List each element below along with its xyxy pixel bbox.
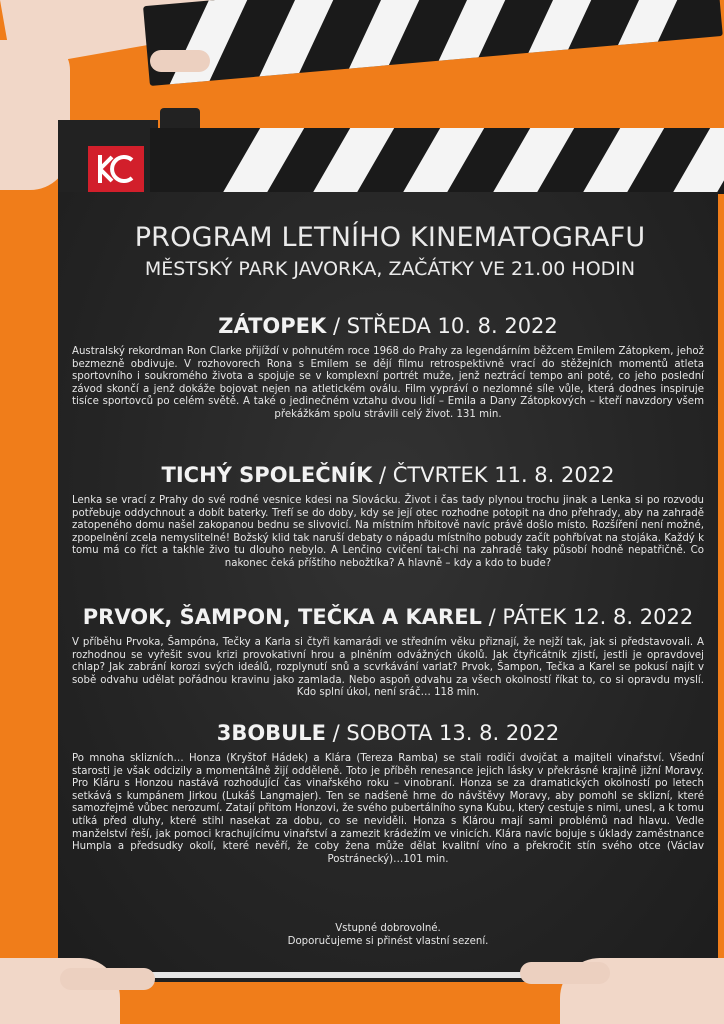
film-heading bbox=[72, 461, 704, 489]
clapper-bottom-stick bbox=[150, 128, 724, 194]
film-date: / STŘEDA 10. 8. 2022 bbox=[326, 314, 558, 338]
kc-logo bbox=[88, 146, 144, 192]
kc-logo-icon bbox=[94, 151, 138, 187]
film-description: Australský rekordman Ron Clarke přijíždí v pohnutém roce 1968 do Prahy za legendárním běžcem Emilem Zátopkem, jehož bezmezně obdivuje. V rozhovorech Rona s Emilem se dějí filmu retrospektivně vrací do stěžejních momentů atleta sportovního i soukromého života a spojuje se v komplexní portrét muže, jenž neztrácí tempo ani poté, co jeho poslední závod skončí a jenž dokáže bojovat nejen na atletickém oválu. Film vypráví o nezlomné síle vůle, která dodnes inspiruje tisíce sportovců po celém světě. A také o jedinečném vztahu dvou lidí – Emila a Dany Zátopkových – kteří navzdory všem překážkám spolu strávili celý život. 131 min. bbox=[72, 346, 704, 420]
finger-top-left bbox=[150, 50, 210, 72]
film-section bbox=[72, 603, 704, 700]
film-description: Lenka se vrací z Prahy do své rodné vesnice kdesi na Slovácku. Život i čas tady plynou trochu jinak a Lenka si po rozvodu potřebuje oddychnout a dobít baterky. Trefí se do doby, kdy se její otec rozhodne potopit na dno přehrady, aby na zahradě zatopeného domu našel zakopanou bednu se slivovicí. Na místním hřbitově navíc právě došlo místo. Rozšíření není možné, zpopelnění zcela nemyslitelné! Božský klid tak naruší debaty o nápadu místního pobudy začít pohřbívat na stojáka. Každý k tomu má co říct a takhle živo tu dlouho nebylo. A Lenčino cvičení tai-chi na zahradě taky působí hodně nepatřičně. Co nakonec čeká příštího nebožtíka? A hlavně – kdy a kdo to bude? bbox=[72, 495, 704, 569]
finger-bottom-right bbox=[520, 962, 610, 984]
film-title: 3BOBULE bbox=[216, 721, 326, 745]
film-date: / ČTVRTEK 11. 8. 2022 bbox=[372, 463, 615, 487]
film-title: TICHÝ SPOLEČNÍK bbox=[161, 463, 373, 487]
film-title: ZÁTOPEK bbox=[218, 314, 327, 338]
page-subtitle: MĚSTSKÝ PARK JAVORKA, ZAČÁTKY VE 21.00 HODIN bbox=[144, 258, 636, 280]
film-date: / PÁTEK 12. 8. 2022 bbox=[481, 605, 694, 629]
admission-note: Vstupné dobrovolné. bbox=[335, 923, 441, 934]
film-section bbox=[72, 312, 704, 422]
clapper-top-stick bbox=[143, 0, 723, 86]
film-section bbox=[72, 719, 704, 866]
finger-bottom-left bbox=[60, 968, 155, 990]
film-title: PRVOK, ŠAMPON, TEČKA A KAREL bbox=[82, 605, 482, 629]
page-title: PROGRAM LETNÍHO KINEMATOGRAFU bbox=[134, 222, 646, 253]
film-date: / SOBOTA 13. 8. 2022 bbox=[325, 721, 560, 745]
film-section bbox=[72, 461, 704, 571]
film-description: V příběhu Prvoka, Šampóna, Tečky a Karla si čtyři kamarádi ve středním věku přiznají, že nejží tak, jak si představovali. A rozhodnou se vyřešit svou krizi provokativní hrou a plněním odvážných úkolů. Jak čtyřicátník zjistí, jestli je opravdovej chlap? Jak zabrání korozi svých ideálů, rozplynutí snů a scvrkávání varlat? Prvok, Šampon, Tečka a Karel se pokusí najít v sobě odvahu udělat pořádnou kravinu jako zamlada. Nebo aspoň odvahu za všech okolností říkat to, co si opravdu myslí. Kdo splní úkol, není sráč… 118 min. bbox=[72, 637, 704, 699]
film-description: Po mnoha sklizních… Honza (Kryštof Hádek) a Klára (Tereza Ramba) se stali rodiči dvojčat a majiteli vinařství. Všední starosti je však odcizily a momentálně žijí odděleně. Toto je příběh renesance jejich lásky v překrásné krajině jižní Moravy. Pro Kláru s Honzou nastává rozhodující čas vinařského roku – vinobraní. Honza se za dramatických okolností po letech setkává s kumpánem Jirkou (Lukáš Langmajer). Ten se nadšeně hrne do návštěvy Moravy, aby pomohl se sklizní, které samozřejmě vůbec nerozumí. Zatají přitom Honzovi, že svého pubertálního syna Kubu, který cestuje s nimi, unesl, a k tomu utíká před dluhy, které stihl nasekat za dobu, co se neviděli. Honza s Klárou mají sami problémů nad hlavu. Vedle manželství řeší, jak pomoci krachujícímu vinařství a zamezit krádežím ve vinicích. Klára navíc bojuje s úklady zaměstnance Humpla a předsudky okolí, které nevěří, že coby žena může dělat kvalitní víno a překročit stín svého otce (Václav Postránecký)…101 min. bbox=[72, 753, 704, 865]
film-heading bbox=[72, 719, 704, 747]
film-heading bbox=[72, 603, 704, 631]
film-heading bbox=[72, 312, 704, 340]
program-header bbox=[60, 222, 720, 282]
seating-note: Doporučujeme si přinést vlastní sezení. bbox=[287, 936, 489, 947]
footer-notes bbox=[72, 922, 704, 948]
